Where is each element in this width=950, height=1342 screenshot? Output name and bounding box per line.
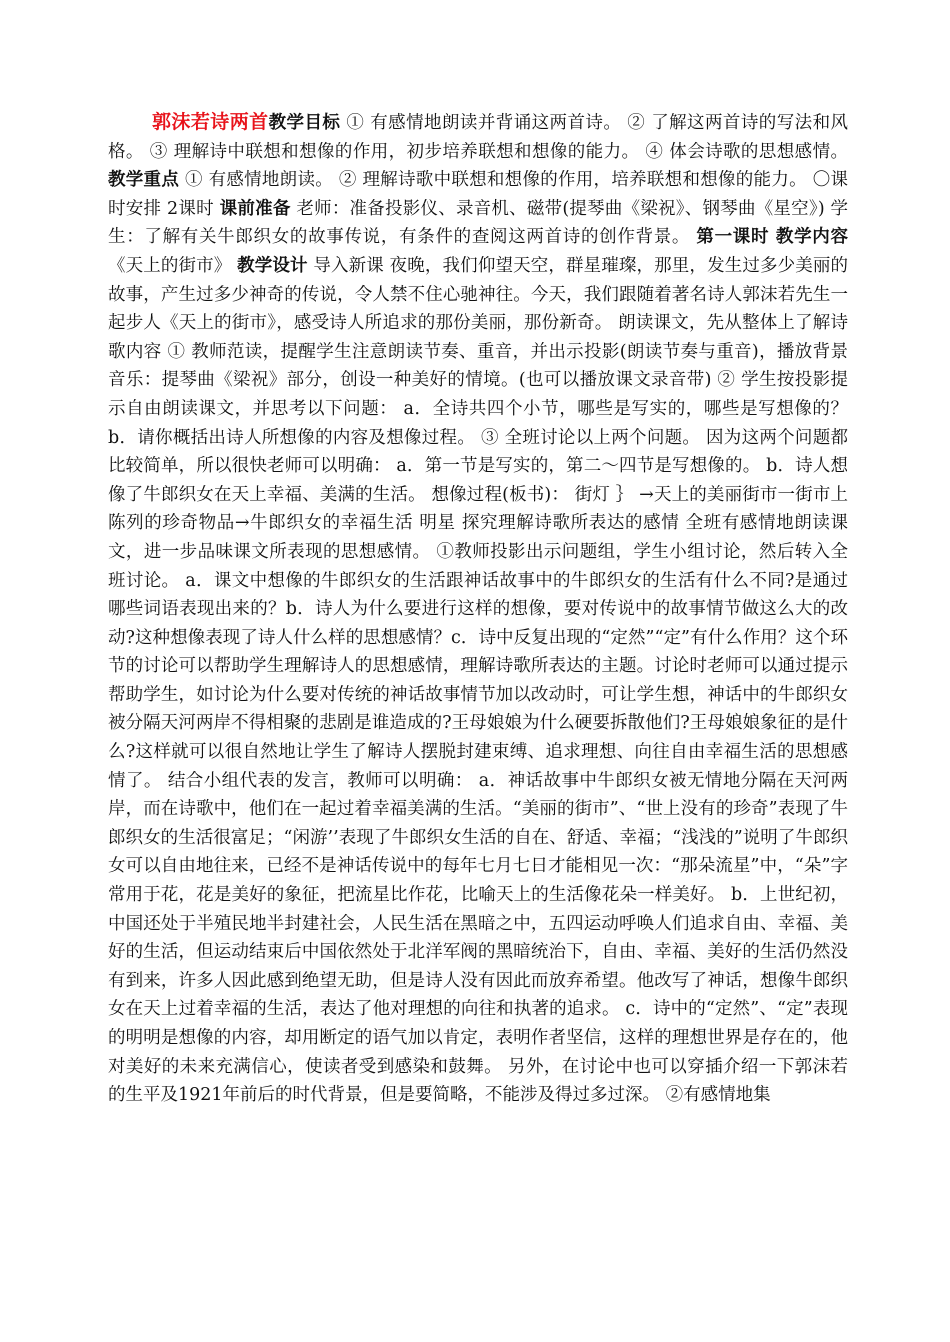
paragraph-teaching-goals: ① 有感情地朗读并背诵这两首诗。 ② 了解这两首诗的写法和风格。 ③ 理解诗中联想和想像的作用，初步培养联想和想像的能力。 ④ 体会诗歌的思想感情。 [108,113,849,162]
lesson-plan-body [108,108,848,1110]
heading-preparation: 课前准备 [219,198,291,219]
paragraph-teaching-design: 导入新课 夜晚，我们仰望天空，群星璀璨，那里，发生过多少美丽的故事，产生过多少神奇的传说，令人禁不住心驰神往。今天，我们跟随着著名诗人郭沫若先生一起步人《天上的街市》，感受诗人所追求的那份美丽，那份新奇。 朗读课文，先从整体上了解诗歌内容 ① 教师范读，提醒学生注意朗读节奏、重音，并出示投影(朗读节奏与重音)，播放背景音乐：提琴曲《梁祝》部分，创设一种美好的情境。(也可以播放课文录音带) ② 学生按投影提示自由朗读课文，并思考以下问题： a．全诗共四个小节，哪些是写实的，哪些是写想像的？b．请你概括出诗人所想像的内容及想像过程。 ③ 全班讨论以上两个问题。 因为这两个问题都比较简单，所以很快老师可以明确： a．第一节是写实的，第二～四节是写想像的。 b．诗人想像了牛郎织女在天上幸福、美满的生活。 想像过程(板书)： 街灯 ｝ →天上的美丽街市一街市上陈列的珍奇物品→牛郎织女的幸福生活 明星 探究理解诗歌所表达的感情 全班有感情地朗读课文，进一步品味课文所表现的思想感情。 ①教师投影出示问题组，学生小组讨论，然后转入全班讨论。 a．课文中想像的牛郎织女的生活跟神话故事中的牛郎织女的生活有什么不同?是通过哪些词语表现出来的？b．诗人为什么要进行这样的想像，要对传说中的故事情节做这么大的改动?这种想像表现了诗人什么样的思想感情？c．诗中反复出现的“定然”“定”有什么作用？这个环节的讨论可以帮助学生理解诗人的思想感情，理解诗歌所表达的主题。讨论时老师可以通过提示帮助学生，如讨论为什么要对传统的神话故事情节加以改动时，可让学生想，神话中的牛郎织女被分隔天河两岸不得相聚的悲剧是谁造成的?王母娘娘为什么硬要拆散他们?王母娘娘象征的是什么?这样就可以很自然地让学生了解诗人摆脱封建束缚、追求理想、向往自由幸福生活的思想感情了。 结合小组代表的发言，教师可以明确： a．神话故事中牛郎织女被无情地分隔在天河两岸，而在诗歌中，他们在一起过着幸福美满的生活。“美丽的街市”、“世上没有的珍奇”表现了牛郎织女的生活很富足；“闲游’’表现了牛郎织女生活的自在、舒适、幸福；“浅浅的”说明了牛郎织女可以自由地往来，已经不是神话传说中的每年七月七日才能相见一次：“那朵流星”中，“朵”字常用于花，花是美好的象征，把流星比作花，比喻天上的生活像花朵一样美好。 b．上世纪初，中国还处于半殖民地半封建社会，人民生活在黑暗之中，五四运动呼唤人们追求自由、幸福、美好的生活，但运动结束后中国依然处于北洋军阀的黑暗统治下，自由、幸福、美好的生活仍然没有到来，许多人因此感到绝望无助，但是诗人没有因此而放弃希望。他改写了神话，想像牛郎织女在天上过着幸福的生活，表达了他对理想的向往和执著的追求。 c．诗中的“定然”、“定”表现的明明是想像的内容，却用断定的语气加以肯定，表明作者坚信，这样的理想世界是存在的，他对美好的未来充满信心，使读者受到感染和鼓舞。 另外，在讨论中也可以穿插介绍一下郭沫若的生平及1921年前后的时代背景，但是要简略，不能涉及得过多过深。 ②有感情地集 [108,255,849,1106]
heading-teaching-design: 教学设计 [237,255,308,276]
heading-key-points: 教学重点 [108,170,180,191]
heading-teaching-goals: 教学目标 [268,113,341,133]
paragraph-key-points: ① 有感情地朗读。 ② 理解诗歌中联想和想像的作用，培养联想和想像的能力。 〇课时安排 2课时 [108,170,848,219]
heading-first-lesson-content: 第一课时 教学内容 [696,227,848,248]
paragraph-first-lesson-content: 《天上的街市》 [108,255,238,276]
paragraph-preparation: 老师：准备投影仪、录音机、磁带(提琴曲《梁祝》、钢琴曲《星空》) 学生：了解有关牛郎织女的故事传说，有条件的查阅这两首诗的创作背景。 [108,198,849,248]
document-title: 郭沫若诗两首 [152,111,269,133]
